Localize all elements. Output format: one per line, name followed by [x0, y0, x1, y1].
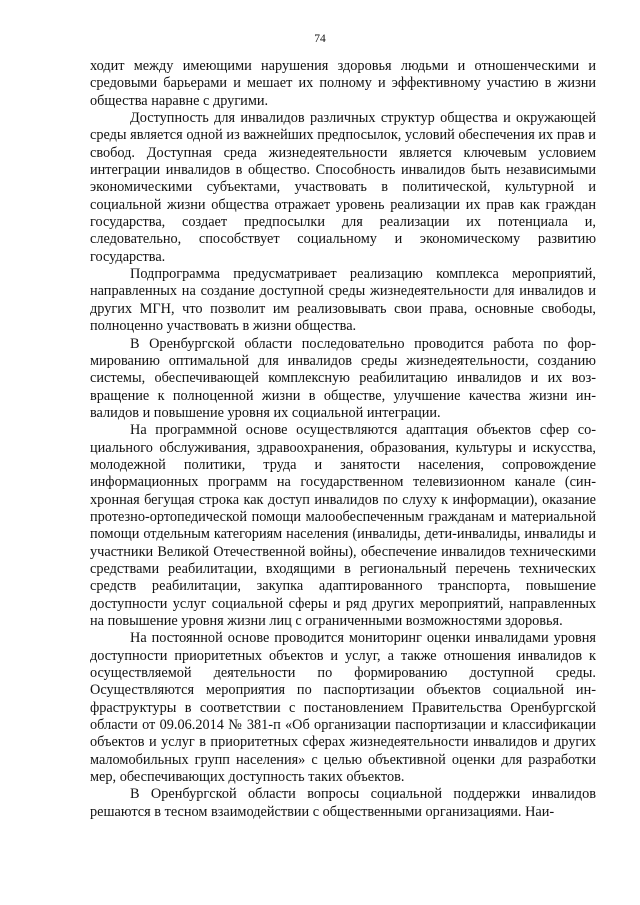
paragraph-5: На программной основе осуществляются адаптация объектов сфер социального обслуживания, здравоохранения, образования, культуры и искусства, молодежной политики, труда и занятости населения, сопровождение информационных программ на государственном телевизионном канале (синхронная бегущая строка как доступ инвалидов по слуху к информации), оказание протезно-ортопедической помощи малообеспеченным гражданам и материальной помощи отдельным категориям населения (инвалиды, дети-инвалиды, инвалиды и участники Великой Отечественной войны), обеспечение инвалидов техническими средствами реабилитации, входящими в региональный перечень технических средств реабилитации, закупка адаптированного транспорта, повышение доступности услуг социальной сферы и ряд других мероприятий, направленных на повышение уровня жизни лиц с ограниченными возможностями здоровья.	[90, 422, 596, 629]
paragraph-1: ходит между имеющими нарушения здоровья людьми и отношенческими и средовыми барьерами и мешает их полному и эффективному участию в жизни общества наравне с другими.	[90, 58, 596, 109]
paragraph-2: Доступность для инвалидов различных структур общества и окружающей среды является одной из важнейших предпосылок, условий обеспечения их прав и свобод. Доступная среда жизнедеятельности является ключевым условием интеграции инвалидов в общество. Способность инвалидов быть независимыми экономическими субъектами, участвовать в политической, культурной и социальной жизни общества отражает уровень реализации их прав как граждан государства, создает предпосылки для реализации их потенциала и, следовательно, способствует социальному и экономическому развитию государства.	[90, 110, 596, 265]
paragraph-4: В Оренбургской области последовательно проводится работа по формированию оптимальной для инвалидов среды жизнедеятельности, созданию системы, обеспечивающей комплексную реабилитацию инвалидов и их возвращение к полноценной жизни в обществе, улучшение качества жизни инвалидов и повышение уровня их социальной интеграции.	[90, 335, 596, 421]
body-text	[90, 58, 596, 821]
paragraph-6: На постоянной основе проводится мониторинг оценки инвалидами уровня доступности приоритетных объектов и услуг, а также отношения инвалидов к осуществляемой деятельности по формированию доступной среды. Осуществляются мероприятия по паспортизации объектов социальной инфраструктуры в соответствии с постановлением Правительства Оренбургской области от 09.06.2014 № 381-п «Об организации паспортизации и классификации объектов и услуг в приоритетных сферах жизнедеятельности инвалидов и других маломобильных групп населения» с целью объективной оценки для разработки мер, обеспечивающих доступность таких объектов.	[90, 630, 596, 786]
page-number: 74	[314, 33, 326, 45]
paragraph-7: В Оренбургской области вопросы социальной поддержки инвалидов решаются в тесном взаимодействии с общественными организациями. Наи-	[90, 786, 596, 820]
paragraph-3: Подпрограмма предусматривает реализацию комплекса мероприятий, направленных на создание доступной среды жизнедеятельности для инвалидов и других МГН, что позволит им реализовывать свои права, основные свободы, полноценно участвовать в жизни общества.	[90, 266, 596, 335]
